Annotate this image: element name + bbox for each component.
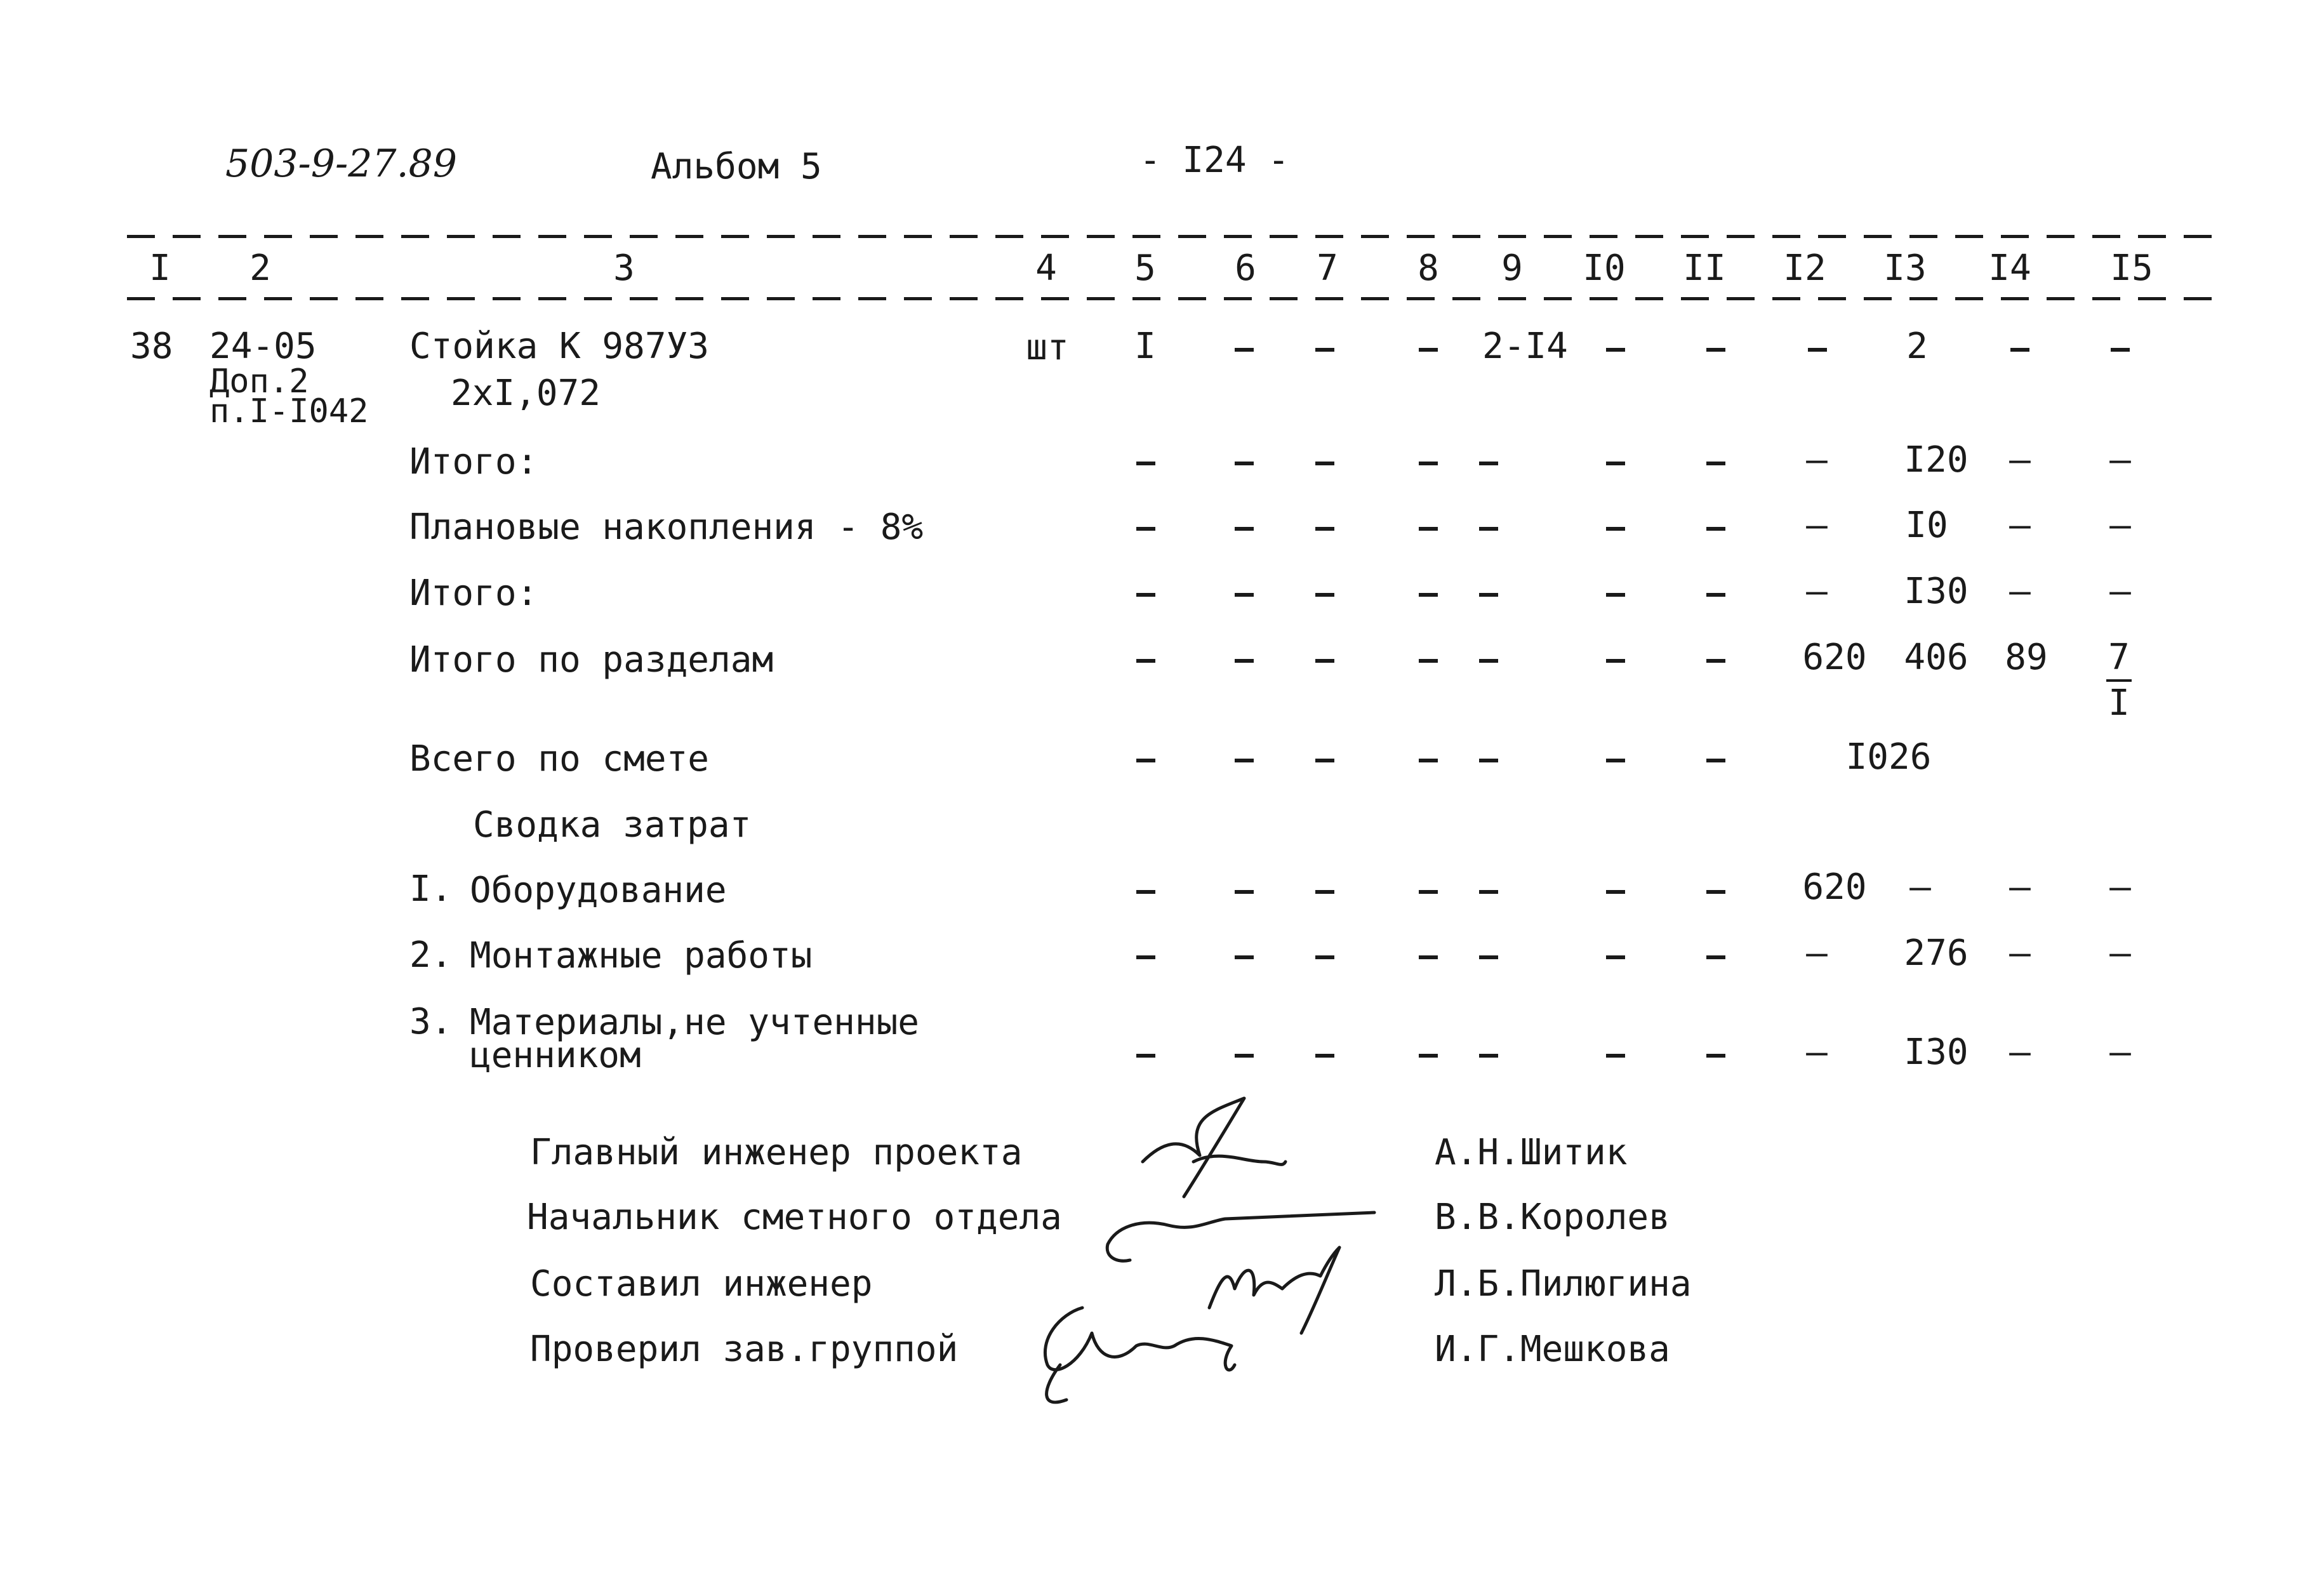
column-header: I bbox=[149, 248, 171, 289]
cell-col15: – bbox=[2109, 571, 2131, 612]
cell-col14: – bbox=[2009, 867, 2031, 908]
fraction-denominator: I bbox=[2108, 682, 2130, 724]
item-qty: I bbox=[1134, 326, 1156, 367]
signer-role: Главный инженер проекта bbox=[530, 1132, 1023, 1173]
cell-col14: 89 bbox=[2005, 637, 2048, 678]
column-header: I0 bbox=[1583, 248, 1626, 289]
column-header: 2 bbox=[249, 248, 271, 289]
cell-col13: I20 bbox=[1904, 439, 1969, 481]
signature-3 bbox=[1209, 1247, 1339, 1333]
signer-name: В.В.Королев bbox=[1435, 1197, 1670, 1238]
signer-role: Составил инженер bbox=[530, 1263, 873, 1305]
signature-1 bbox=[1143, 1098, 1285, 1197]
cell-col12: – bbox=[1806, 439, 1828, 481]
summary-item-label-line: ценником bbox=[470, 1035, 641, 1076]
column-header: 8 bbox=[1418, 248, 1439, 289]
cell-col12: – bbox=[1806, 933, 1828, 974]
cell-col12: – bbox=[1806, 571, 1828, 612]
item-col13: 2 bbox=[1906, 326, 1928, 367]
column-header: 6 bbox=[1235, 248, 1256, 289]
item-code-line: Доп.2 bbox=[209, 362, 309, 401]
cell-col13: – bbox=[1909, 867, 1931, 908]
cell-col15: – bbox=[2109, 505, 2131, 546]
total-label: Всего по смете bbox=[409, 738, 710, 780]
cell-col14: – bbox=[2009, 505, 2031, 546]
cell-col14: – bbox=[2009, 571, 2031, 612]
cell-col12: – bbox=[1806, 505, 1828, 546]
cell-col15: – bbox=[2109, 933, 2131, 974]
total-value: I026 bbox=[1845, 736, 1932, 778]
column-header: I2 bbox=[1783, 248, 1826, 289]
cell-col12: 620 bbox=[1802, 637, 1867, 678]
item-code-line: 24-05 bbox=[209, 326, 317, 367]
cell-col15: – bbox=[2109, 439, 2131, 481]
column-header: 9 bbox=[1501, 248, 1523, 289]
column-header: 3 bbox=[613, 248, 635, 289]
cell-col13: I0 bbox=[1905, 505, 1948, 546]
item-code-line: п.I-I042 bbox=[209, 392, 369, 430]
cell-col14: – bbox=[2009, 439, 2031, 481]
column-header: 5 bbox=[1134, 248, 1156, 289]
cell-col14: – bbox=[2009, 1032, 2031, 1073]
row-label: Итого: bbox=[409, 441, 538, 482]
cell-col14: – bbox=[2009, 933, 2031, 974]
cell-col12: – bbox=[1806, 1032, 1828, 1073]
summary-item-number: 2. bbox=[409, 934, 453, 976]
column-header: I5 bbox=[2110, 248, 2153, 289]
cell-col13: 406 bbox=[1904, 637, 1969, 678]
row-label: Итого: bbox=[409, 573, 538, 614]
summary-title: Сводка затрат bbox=[473, 804, 752, 846]
row-label: Итого по разделам bbox=[409, 639, 774, 681]
row-label: Плановые накопления - 8% bbox=[409, 507, 924, 548]
cell-col13: 276 bbox=[1904, 933, 1969, 974]
album-label: Альбом 5 bbox=[651, 146, 822, 187]
summary-item-number: 3. bbox=[409, 1001, 453, 1042]
page-number: - I24 - bbox=[1139, 140, 1290, 181]
cell-col12: 620 bbox=[1802, 867, 1867, 908]
summary-item-label: Монтажные работы bbox=[470, 935, 813, 976]
fraction-numerator: 7 bbox=[2108, 637, 2130, 678]
column-header: I4 bbox=[1988, 248, 2031, 289]
summary-item-number: I. bbox=[409, 868, 453, 910]
column-header: 7 bbox=[1317, 248, 1338, 289]
item-col9: 2-I4 bbox=[1482, 326, 1568, 367]
document-code: 503-9-27.89 bbox=[225, 142, 458, 186]
item-name-sub: 2хI,072 bbox=[451, 373, 601, 414]
signer-name: И.Г.Мешкова bbox=[1435, 1329, 1670, 1370]
signer-name: А.Н.Шитик bbox=[1435, 1132, 1628, 1173]
item-unit: шт bbox=[1026, 327, 1069, 368]
column-header: 4 bbox=[1035, 248, 1057, 289]
signer-role: Начальник сметного отдела bbox=[527, 1197, 1062, 1238]
summary-item-label-line: Материалы,не учтенные bbox=[470, 1002, 920, 1043]
cell-col15: – bbox=[2109, 867, 2131, 908]
item-number: 38 bbox=[130, 326, 173, 367]
column-header: I3 bbox=[1883, 248, 1927, 289]
signer-role: Проверил зав.группой bbox=[530, 1329, 959, 1370]
column-header: II bbox=[1683, 248, 1726, 289]
item-name: Стойка К 987У3 bbox=[409, 326, 710, 367]
cell-col13: I30 bbox=[1904, 571, 1969, 612]
summary-item-label: Оборудование bbox=[470, 870, 727, 911]
signature-4 bbox=[1045, 1308, 1235, 1402]
cell-col15: – bbox=[2109, 1032, 2131, 1073]
cell-col13: I30 bbox=[1904, 1032, 1969, 1073]
signer-name: Л.Б.Пилюгина bbox=[1435, 1263, 1692, 1305]
